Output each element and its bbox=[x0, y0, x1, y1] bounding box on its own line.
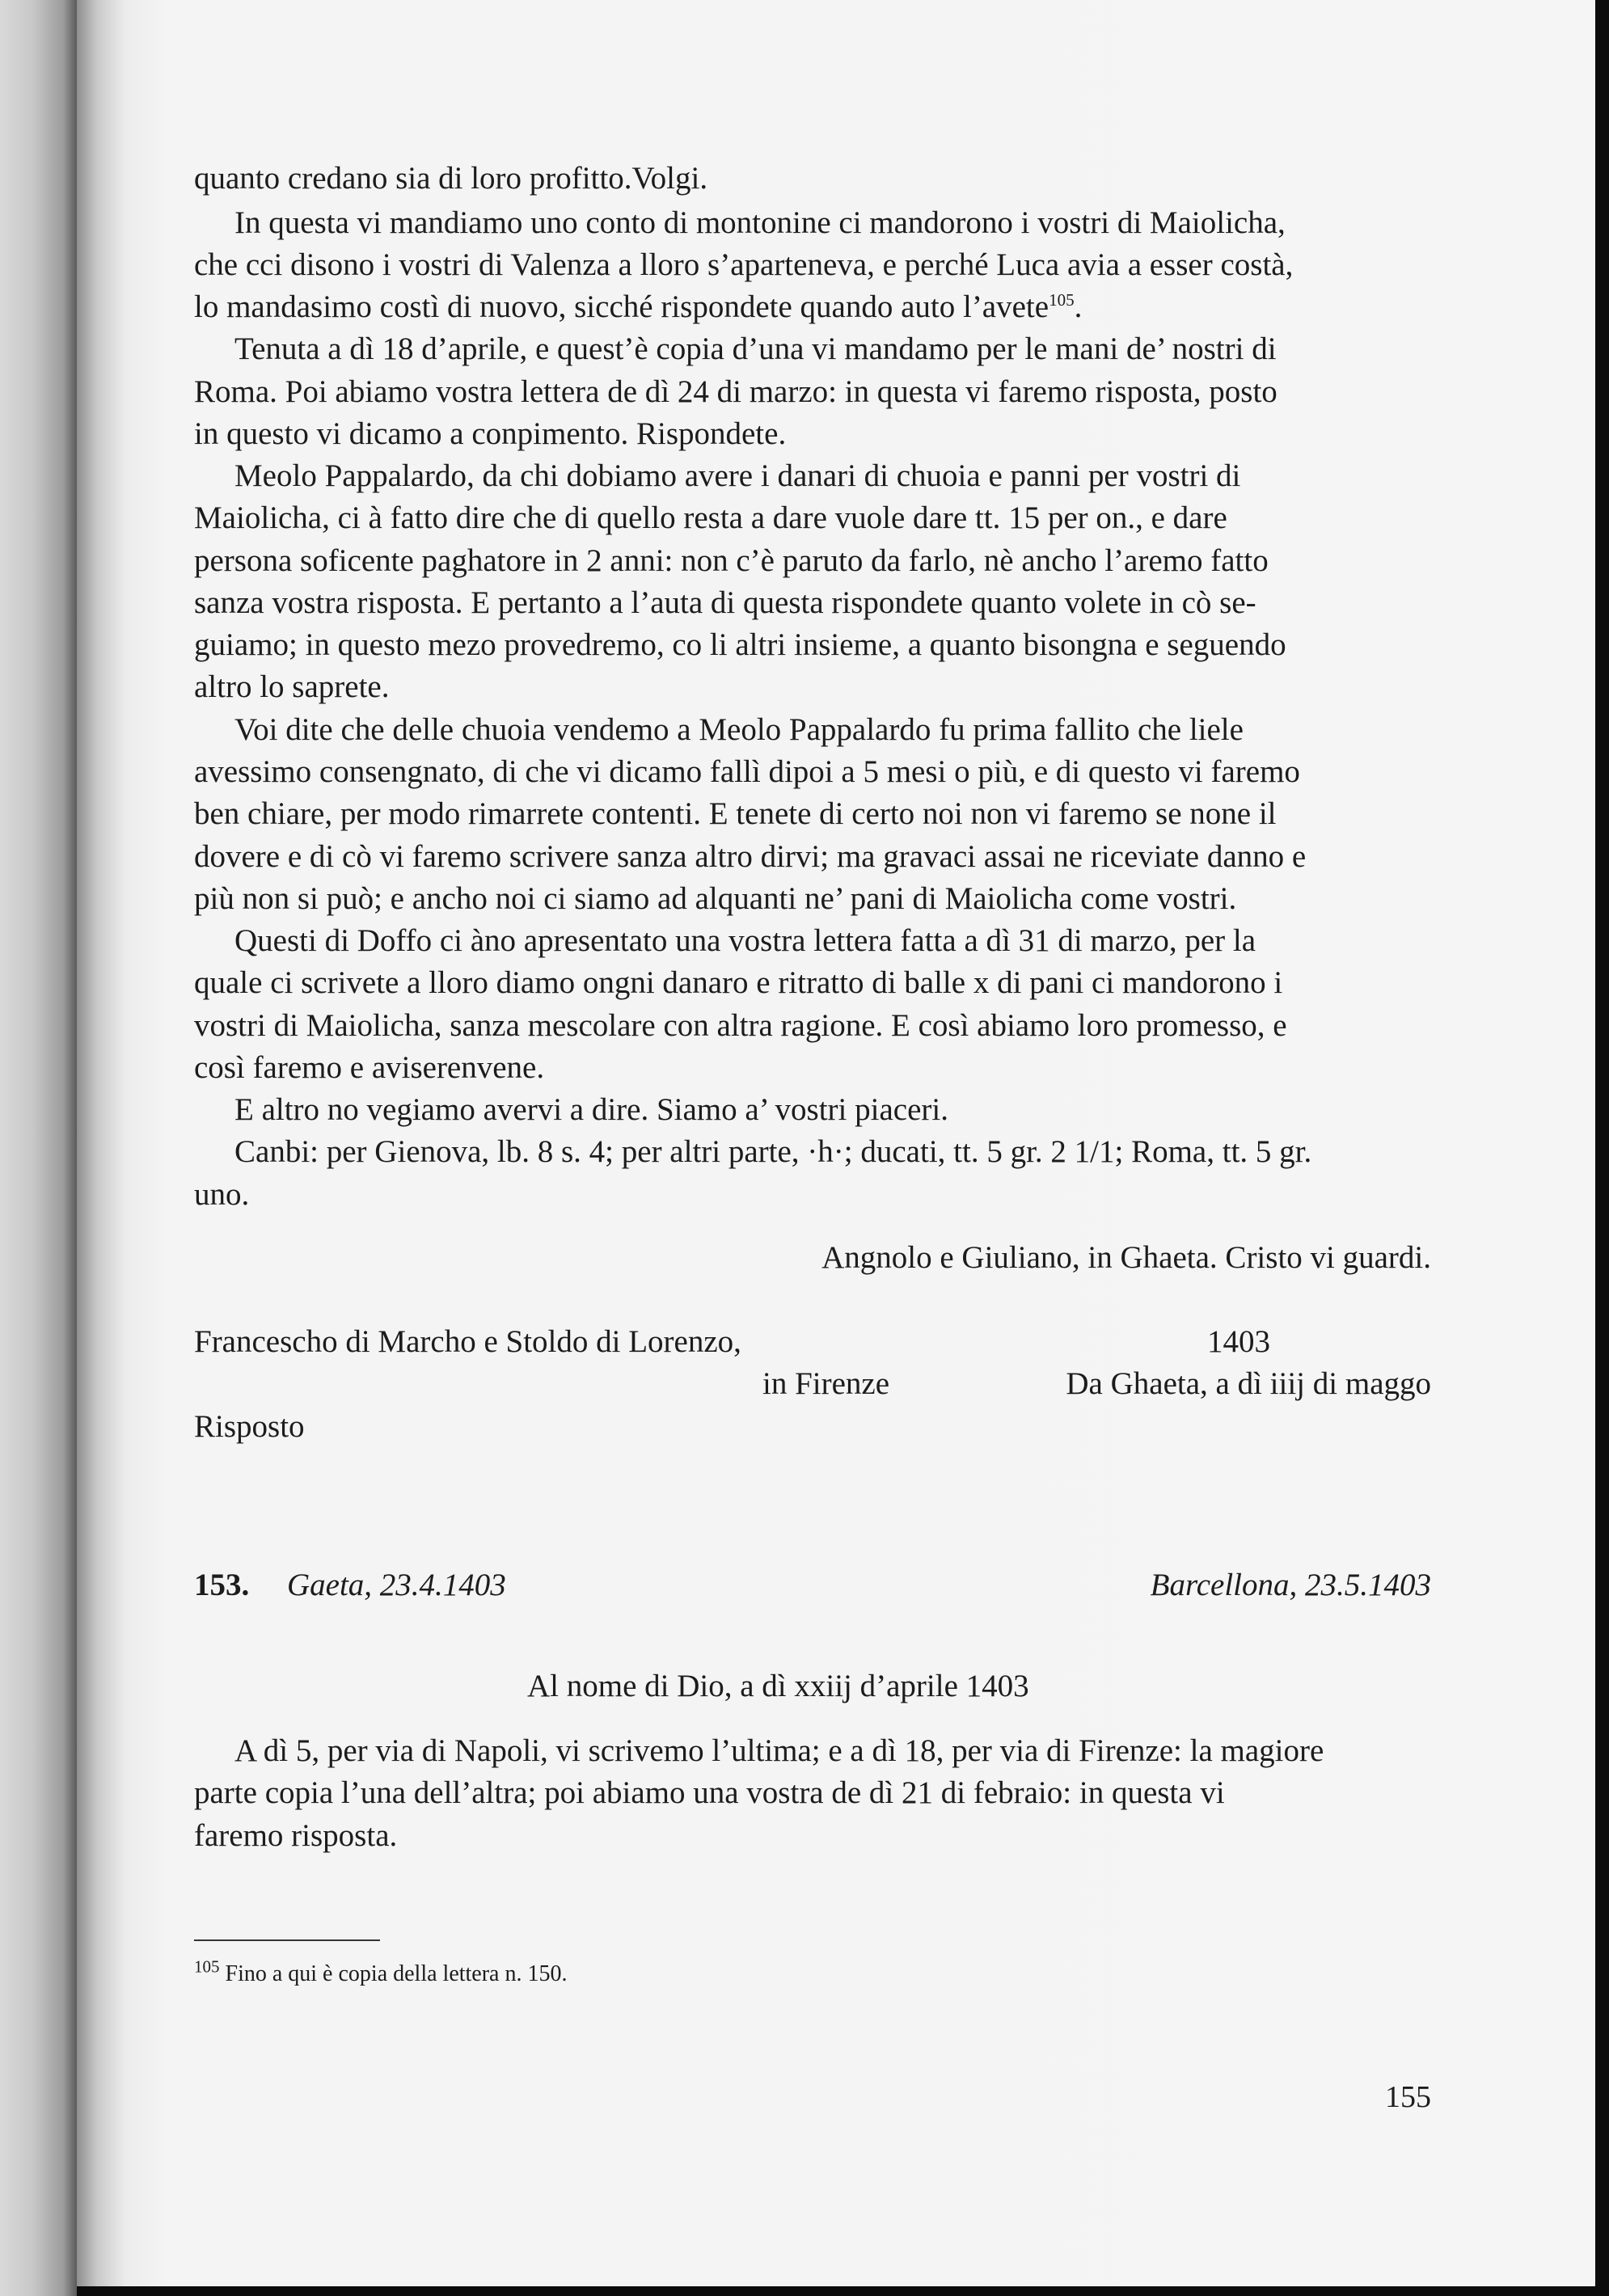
text-line-6: Roma. Poi abiamo vostra lettera de dì 24 di marzo: in questa vi faremo risposta, posto bbox=[194, 374, 1277, 409]
letter-body-line-1: A dì 5, per via di Napoli, vi scrivemo l’ultima; e a dì 18, per via di Firenze: la magiore bbox=[234, 1733, 1324, 1768]
text-line-2: In questa vi mandiamo uno conto di montonine ci mandorono i vostri di Maiolicha, bbox=[234, 205, 1286, 240]
text-line-19: Questi di Doffo ci àno apresentato una vostra lettera fatta a dì 31 di marzo, per la bbox=[234, 923, 1256, 958]
letter-body-line-2: parte copia l’una dell’altra; poi abiamo una vostra de dì 21 di febraio: in questa vi bbox=[194, 1775, 1225, 1810]
book-spine bbox=[0, 0, 77, 2296]
text-line-10: persona soficente paghatore in 2 anni: non c’è paruto da farlo, nè ancho l’aremo fatto bbox=[194, 543, 1269, 578]
text-line-17: dovere e di cò vi faremo scrivere sanza altro dirvi; ma gravaci assai ne riceviate danno e bbox=[194, 839, 1307, 874]
text-line-7: in questo vi dicamo a conpimento. Rispondete. bbox=[194, 416, 787, 451]
text-line-5: Tenuta a dì 18 d’aprile, e quest’è copia d’una vi mandamo per le mani de’ nostri di bbox=[234, 331, 1277, 366]
letter-to: Barcellona, 23.5.1403 bbox=[1150, 1568, 1431, 1602]
text-line-23: E altro no vegiamo avervi a dire. Siamo a’ vostri piaceri. bbox=[234, 1092, 948, 1127]
address-origin: Da Ghaeta, a dì iiij di maggo bbox=[1066, 1366, 1431, 1401]
text-line-13: altro lo saprete. bbox=[194, 669, 390, 704]
text-line-3: che cci disono i vostri di Valenza a lloro s’aparteneva, e perché Luca avia a esser costà, bbox=[194, 247, 1294, 282]
text-line-4-content: lo mandasimo costì di nuovo, sicché rispondete quando auto l’avete bbox=[194, 289, 1049, 324]
text-line-21: vostri di Maiolicha, sanza mescolare con altra ragione. E così abiamo loro promesso, e bbox=[194, 1008, 1287, 1043]
letter-from: Gaeta, 23.4.1403 bbox=[287, 1568, 506, 1602]
text-line-11: sanza vostra risposta. E pertanto a l’auta di questa rispondete quanto volete in cò se- bbox=[194, 585, 1256, 620]
text-line-1: quanto credano sia di loro profitto.Volgi. bbox=[194, 161, 708, 196]
footnote-text: Fino a qui è copia della lettera n. 150. bbox=[219, 1961, 568, 1986]
address-place: in Firenze bbox=[762, 1366, 890, 1401]
signature: Angnolo e Giuliano, in Ghaeta. Cristo vi guardi. bbox=[821, 1240, 1431, 1275]
address-year: 1403 bbox=[1207, 1324, 1270, 1359]
letter-heading: Al nome di Dio, a dì xxiij d’aprile 1403 bbox=[527, 1669, 1029, 1703]
text-line-18: più non si può; e ancho noi ci siamo ad alquanti ne’ pani di Maiolicha come vostri. bbox=[194, 881, 1237, 916]
footnote-reference: 105 bbox=[1049, 290, 1075, 310]
text-line-4-end: . bbox=[1074, 289, 1083, 324]
text-line-16: ben chiare, per modo rimarrete contenti. E tenete di certo noi non vi faremo se none il bbox=[194, 796, 1277, 831]
text-line-22: così faremo e aviserenvene. bbox=[194, 1050, 545, 1085]
footnote-number: 105 bbox=[194, 1956, 220, 1977]
text-line-8: Meolo Pappalardo, da chi dobiamo avere i danari di chuoia e panni per vostri di bbox=[234, 458, 1241, 493]
page-number: 155 bbox=[1385, 2080, 1431, 2114]
footnote bbox=[194, 1956, 568, 1989]
text-line-24: Canbi: per Gienova, lb. 8 s. 4; per altri parte, ·h·; ducati, tt. 5 gr. 2 1/1; Roma, tt. 5 gr. bbox=[234, 1134, 1312, 1169]
letter-number: 153. bbox=[194, 1568, 250, 1602]
text-line-4 bbox=[194, 286, 1082, 328]
text-line-25: uno. bbox=[194, 1177, 250, 1212]
text-line-9: Maiolicha, ci à fatto dire che di quello resta a dare vuole dare tt. 15 per on., e dare bbox=[194, 500, 1227, 535]
letter-body-line-3: faremo risposta. bbox=[194, 1818, 398, 1853]
text-line-20: quale ci scrivete a lloro diamo ongni danaro e ritratto di balle x di pani ci mandorono i bbox=[194, 965, 1283, 1000]
footnote-rule bbox=[194, 1939, 380, 1941]
text-line-14: Voi dite che delle chuoia vendemo a Meolo Pappalardo fu prima fallito che liele bbox=[234, 712, 1244, 747]
text-line-12: guiamo; in questo mezo provedremo, co li altri insieme, a quanto bisongna e seguendo bbox=[194, 627, 1286, 662]
text-line-15: avessimo consengnato, di che vi dicamo fallì dipoi a 5 mesi o più, e di questo vi faremo bbox=[194, 754, 1300, 789]
reply-note: Risposto bbox=[194, 1409, 305, 1444]
address-recipient: Francescho di Marcho e Stoldo di Lorenzo, bbox=[194, 1324, 741, 1359]
